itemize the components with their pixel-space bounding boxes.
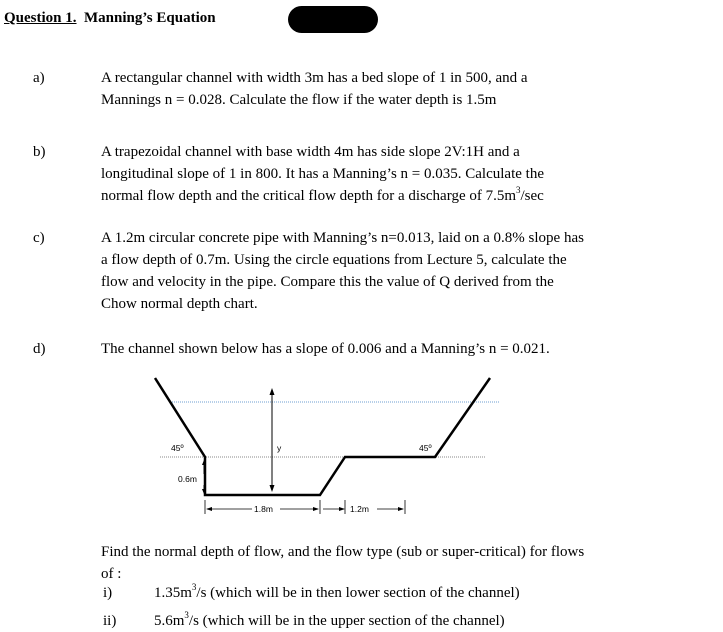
part-c-line-3: flow and velocity in the pipe. Compare this the value of Q derived from the — [101, 274, 554, 290]
step-width-arrow-right — [398, 507, 404, 511]
part-b-label: b) — [33, 144, 46, 160]
part-b-line-1: A trapezoidal channel with base width 4m has side slope 2V:1H and a — [101, 144, 520, 160]
item-i-num: i) — [103, 585, 113, 601]
part-c-line-2: a flow depth of 0.7m. Using the circle equations from Lecture 5, calculate the — [101, 252, 567, 268]
find-text — [101, 541, 584, 585]
part-d-text: The channel shown below has a slope of 0.006 and a Manning’s n = 0.021. — [101, 341, 550, 357]
depth-arrow-head-top — [270, 388, 275, 395]
part-c-label: c) — [33, 230, 45, 246]
part-b-line-2: longitudinal slope of 1 in 800. It has a Manning’s n = 0.035. Calculate the — [101, 166, 544, 182]
question-number: Question 1. — [4, 10, 77, 26]
item-i-text: $1.35m^3/s$ (which will be in then lower section of the channel) — [154, 582, 520, 601]
part-a-label: a) — [33, 70, 45, 86]
part-c-line-4: Chow normal depth chart. — [101, 296, 258, 312]
depth-label: y — [277, 443, 282, 453]
item-ii-num: ii) — [103, 613, 117, 629]
angle-left-label: 45º — [171, 443, 184, 453]
part-c-line-1: A 1.2m circular concrete pipe with Manning’s n=0.013, laid on a 0.8% slope has — [101, 230, 584, 246]
part-d-label: d) — [33, 341, 46, 357]
find-line-1: Find the normal depth of flow, and the flow type (sub or super-critical) for flows — [101, 544, 585, 560]
channel-outline — [155, 378, 490, 495]
depth-arrow-head-bottom — [270, 485, 275, 492]
find-line-2: of : — [101, 566, 122, 582]
part-b-line-3: normal flow depth and the critical flow depth for a discharge of $7.5m^3/\sec$ — [101, 185, 544, 204]
step-width-label: 1.2m — [350, 504, 369, 514]
item-ii-text: $5.6m^3/s$ (which will be in the upper section of the channel) — [154, 610, 505, 629]
question-heading: Manning’s Equation — [84, 10, 216, 26]
part-a-line-2: Mannings n = 0.028. Calculate the flow if the water depth is 1.5m — [101, 92, 497, 108]
step-width-arrow-left — [339, 507, 345, 511]
bottom-width-arrow-left — [206, 507, 212, 511]
step-height-label: 0.6m — [178, 474, 197, 484]
bottom-width-arrow-right — [313, 507, 319, 511]
angle-right-label: 45º — [419, 443, 432, 453]
bottom-width-label: 1.8m — [254, 504, 273, 514]
part-a-line-1: A rectangular channel with width 3m has a bed slope of 1 in 500, and a — [101, 70, 528, 86]
